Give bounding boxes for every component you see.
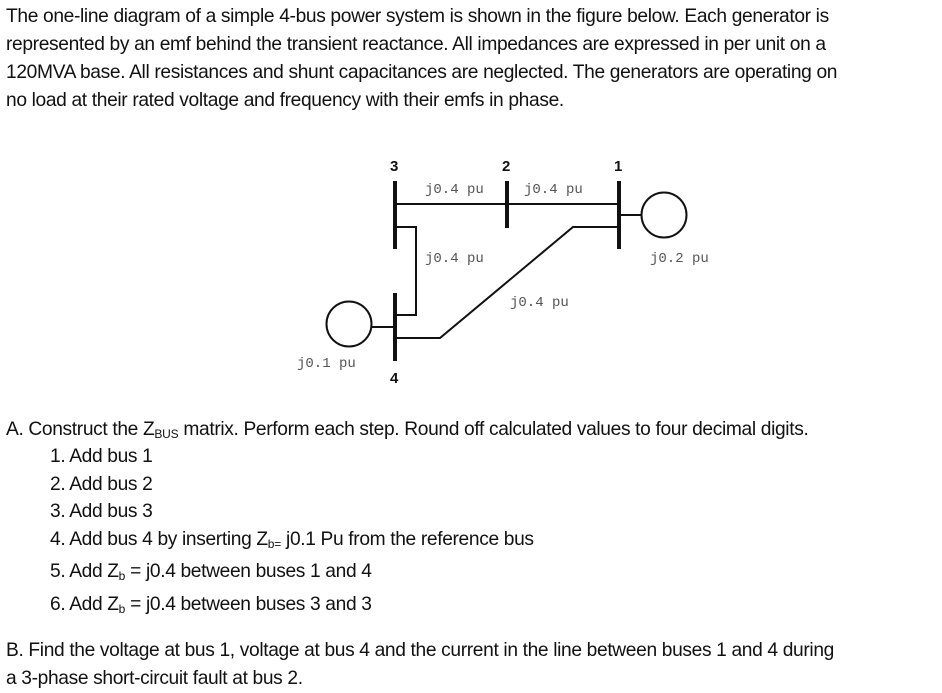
step-text: 6. Add Z: [50, 593, 119, 615]
intro-line: The one-line diagram of a simple 4-bus power system is shown in the figure below. Each generator is: [6, 6, 829, 27]
line-1-4: [395, 227, 619, 338]
impedance-3-4: j0.4 pu: [425, 251, 484, 267]
bus-1-label: 1: [614, 158, 623, 175]
question-a-steps: [50, 443, 534, 623]
step-text: = j0.4 between buses 3 and 3: [125, 593, 372, 615]
question-b: [6, 637, 942, 693]
impedance-gen-1: j0.2 pu: [650, 251, 709, 267]
qb-line: a 3-phase short-circuit fault at bus 2.: [6, 668, 303, 689]
intro-line: no load at their rated voltage and frequency with their emfs in phase.: [6, 90, 564, 111]
step-subscript: b=: [267, 536, 282, 551]
intro-line: represented by an emf behind the transient reactance. All impedances are expressed in per unit on a: [6, 34, 826, 55]
impedance-3-2: j0.4 pu: [425, 182, 484, 198]
qa-prefix: A. Construct the Z: [6, 419, 155, 440]
step-text: = j0.4 between buses 1 and 4: [125, 561, 372, 582]
bus-2-label: 2: [502, 158, 511, 175]
bus-3-label: 3: [390, 158, 399, 175]
step-item: [50, 526, 534, 559]
step-item: 1. Add bus 1: [50, 446, 153, 467]
bus-4-label: 4: [390, 370, 399, 387]
step-subscript: b: [118, 569, 126, 583]
step-text: 5. Add Z: [50, 561, 119, 582]
generator-1-icon: [642, 193, 687, 238]
step-text: 4. Add bus 4 by inserting Z: [50, 528, 268, 550]
step-item: 2. Add bus 2: [50, 473, 153, 495]
qb-line: B. Find the voltage at bus 1, voltage at bus 4 and the current in the line between buses 1 and 4 during: [6, 640, 834, 661]
generator-4-icon: [327, 302, 372, 347]
step-item: [50, 558, 534, 591]
step-item: [50, 591, 534, 624]
impedance-1-4: j0.4 pu: [510, 295, 569, 311]
step-subscript: b: [118, 601, 126, 616]
impedance-gen-4: j0.1 pu: [297, 356, 356, 372]
impedance-2-1: j0.4 pu: [524, 182, 583, 198]
step-text: j0.1 Pu from the reference bus: [281, 528, 534, 550]
step-item: 3. Add bus 3: [50, 501, 153, 522]
line-3-4: [395, 227, 416, 315]
intro-line: 120MVA base. All resistances and shunt capacitances are neglected. The generators are operating on: [6, 62, 838, 83]
qa-suffix: matrix. Perform each step. Round off calculated values to four decimal digits.: [178, 419, 809, 440]
qa-subscript: BUS: [154, 427, 179, 441]
